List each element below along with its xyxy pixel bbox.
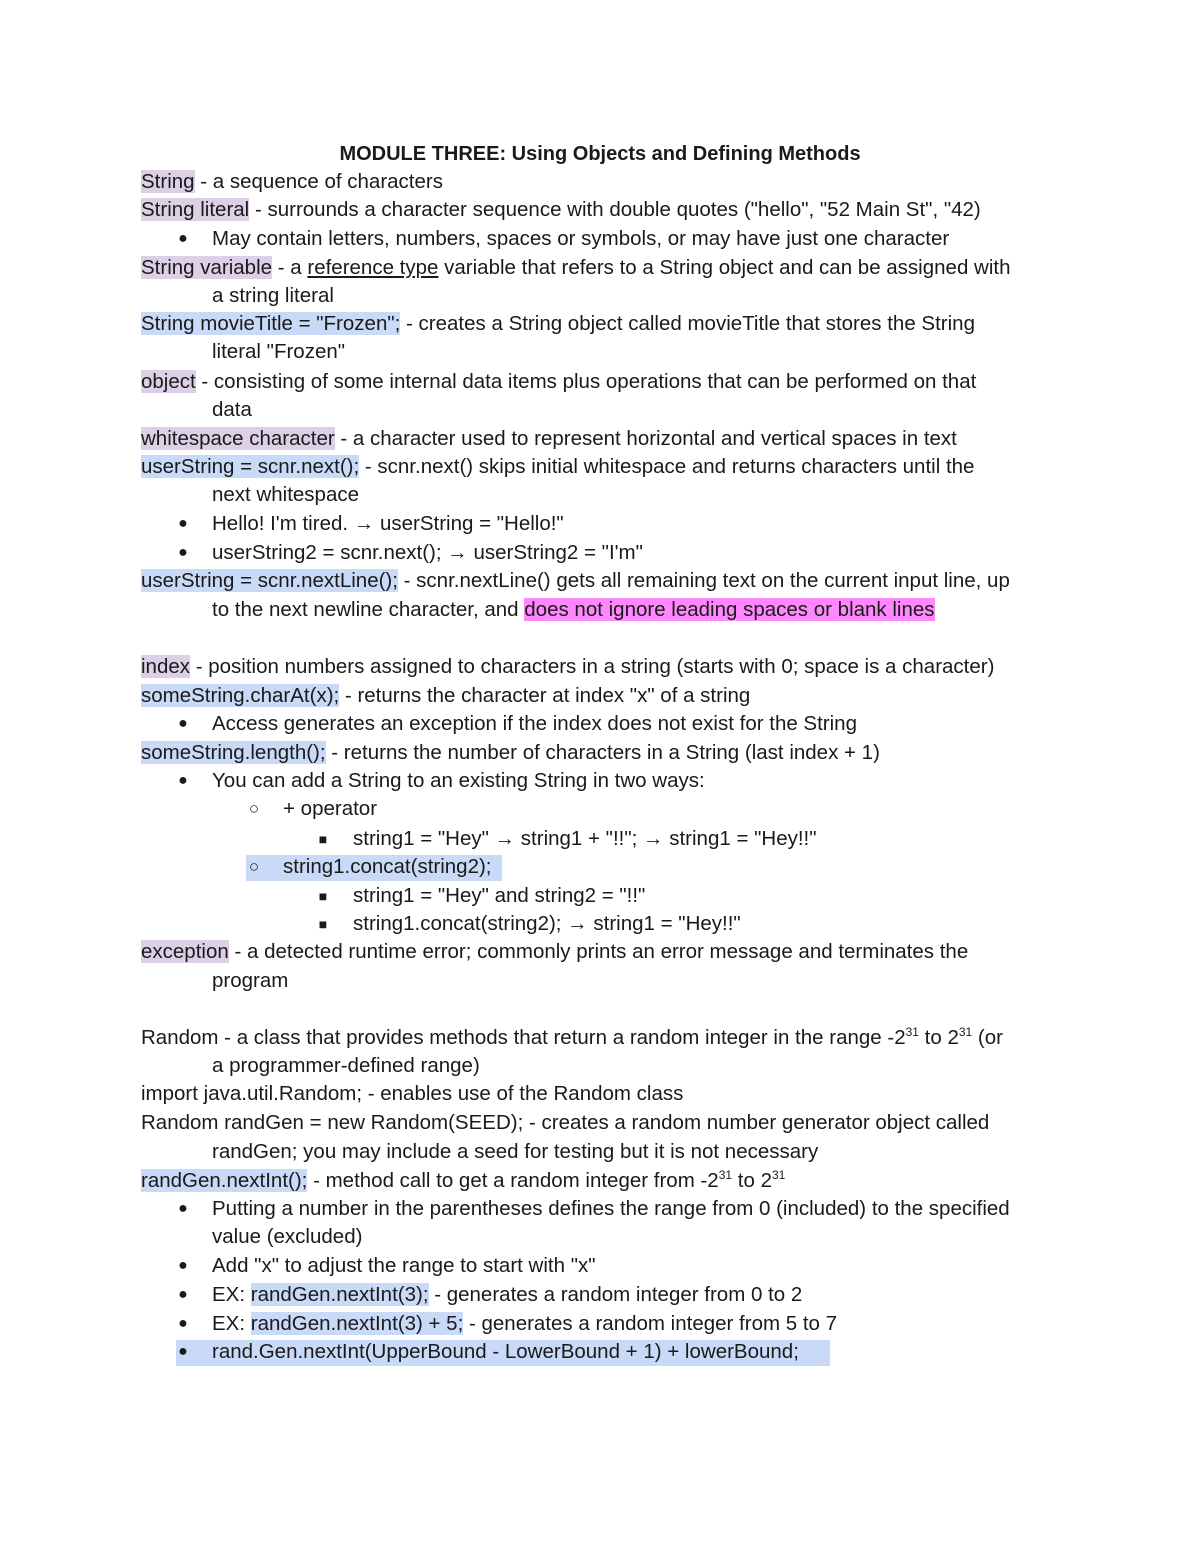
highlighted-note: does not ignore leading spaces or blank lines — [524, 598, 935, 621]
definition-charat — [141, 682, 750, 710]
code-term: userString = scnr.nextLine(); — [141, 569, 398, 592]
term: exception — [141, 940, 229, 963]
continuation-text — [212, 596, 935, 624]
square-bullet-icon: ■ — [318, 831, 328, 847]
bullet-text — [212, 1281, 802, 1309]
continuation-text: a string literal — [212, 284, 334, 307]
bullet-text: Access generates an exception if the index does not exist for the String — [212, 712, 857, 735]
code-term: someString.length(); — [141, 741, 326, 764]
continuation-text: next whitespace — [212, 483, 360, 506]
continuation-plain: to the next newline character, and — [212, 598, 525, 621]
code-term: someString.charAt(x); — [141, 684, 340, 707]
bullet-icon: ● — [178, 230, 188, 247]
code-term: userString = scnr.next(); — [141, 455, 360, 478]
definition-whitespace — [141, 425, 957, 453]
definition-string-literal — [141, 196, 981, 224]
bullet-icon: ● — [178, 544, 188, 561]
import-line: import java.util.Random; - enables use of the Random class — [141, 1082, 684, 1105]
term: whitespace character — [141, 427, 335, 450]
bullet-text: May contain letters, numbers, spaces or symbols, or may have just one character — [212, 227, 950, 250]
definition-text: - a — [272, 256, 308, 279]
exponent: 31 — [905, 1025, 919, 1040]
formula-text: rand.Gen.nextInt(UpperBound - LowerBound + 1) + lowerBound; — [212, 1340, 799, 1363]
definition-nextint — [141, 1167, 785, 1195]
bullet-text — [212, 1310, 837, 1338]
definition-text: - creates a String object called movieTitle that stores the String — [400, 312, 975, 335]
definition-text: (or — [972, 1026, 1003, 1049]
definition-string — [141, 168, 443, 196]
definition-text: to 2 — [732, 1169, 772, 1192]
definition-text: - surrounds a character sequence with double quotes ("hello", "52 Main St", "42) — [249, 198, 981, 221]
page-title: MODULE THREE: Using Objects and Defining Methods — [339, 143, 861, 165]
continuation-text: randGen; you may include a seed for testing but it is not necessary — [212, 1140, 819, 1163]
underlined-text: reference type — [307, 256, 439, 279]
code-term: randGen.nextInt(); — [141, 1169, 308, 1192]
square-bullet-icon: ■ — [318, 916, 328, 932]
term: index — [141, 655, 191, 678]
definition-object — [141, 368, 976, 396]
circle-bullet-icon: ○ — [248, 799, 260, 818]
definition-text: to 2 — [918, 1026, 959, 1049]
sub-bullet-code: string1.concat(string2); — [283, 855, 492, 878]
sub-bullet-text: + operator — [283, 797, 378, 820]
bullet-icon: ● — [178, 1343, 188, 1360]
code-term: randGen.nextInt(3) + 5; — [250, 1312, 464, 1335]
exponent: 31 — [718, 1168, 733, 1183]
code-term: String movieTitle = "Frozen"; — [141, 312, 401, 335]
definition-text: - consisting of some internal data items plus operations that can be performed on that — [195, 370, 977, 393]
example-label: EX: — [212, 1312, 251, 1335]
definition-index — [141, 653, 994, 681]
definition-text: - a sequence of characters — [194, 170, 443, 193]
randgen-line: Random randGen = new Random(SEED); - creates a random number generator object called — [141, 1111, 990, 1134]
example-label: EX: — [212, 1283, 251, 1306]
exponent: 31 — [958, 1025, 973, 1040]
bullet-icon: ● — [178, 772, 188, 789]
definition-text: - scnr.next() skips initial whitespace and returns characters until the — [359, 455, 975, 478]
definition-text: - scnr.nextLine() gets all remaining text on the current input line, up — [397, 569, 1010, 592]
definition-movie-title — [141, 310, 975, 338]
definition-scnr-next — [141, 453, 974, 481]
definition-text: - a character used to represent horizontal and vertical spaces in text — [334, 427, 957, 450]
bullet-text: userString2 = scnr.next(); → userString2 = "I'm" — [212, 541, 643, 564]
definition-text: variable that refers to a String object and can be assigned with — [438, 256, 1011, 279]
definition-text: - returns the character at index "x" of a string — [339, 684, 751, 707]
definition-length — [141, 739, 880, 767]
definition-text: Random - a class that provides methods that return a random integer in the range -2 — [141, 1026, 906, 1049]
term: String — [141, 170, 195, 193]
term: String variable — [141, 256, 273, 279]
definition-text: - method call to get a random integer from -2 — [307, 1169, 719, 1192]
term: String literal — [141, 198, 250, 221]
definition-random — [141, 1024, 1003, 1052]
bullet-text: Add "x" to adjust the range to start with "x" — [212, 1254, 596, 1277]
sub-sub-bullet-text: string1 = "Hey" → string1 + "!!"; → string1 = "Hey!!" — [353, 827, 817, 850]
definition-text: - position numbers assigned to characters in a string (starts with 0; space is a character) — [190, 655, 995, 678]
continuation-text: literal "Frozen" — [212, 340, 346, 363]
exponent: 31 — [771, 1168, 786, 1183]
bullet-text: You can add a String to an existing String in two ways: — [212, 769, 705, 792]
bullet-text: Hello! I'm tired. → userString = "Hello!" — [212, 512, 564, 535]
definition-exception — [141, 938, 968, 966]
continuation-text: program — [212, 969, 289, 992]
square-bullet-icon: ■ — [318, 888, 328, 904]
sub-sub-bullet-text: string1.concat(string2); → string1 = "Hey!!" — [353, 912, 741, 935]
bullet-icon: ● — [178, 515, 188, 532]
bullet-icon: ● — [178, 1315, 188, 1332]
bullet-icon: ● — [178, 1200, 188, 1217]
definition-text: - a detected runtime error; commonly prints an error message and terminates the — [228, 940, 969, 963]
definition-string-variable — [141, 254, 1011, 282]
bullet-icon: ● — [178, 1257, 188, 1274]
bullet-icon: ● — [178, 1286, 188, 1303]
example-text: - generates a random integer from 5 to 7 — [463, 1312, 838, 1335]
definition-scnr-nextline — [141, 567, 1010, 595]
continuation-text: value (excluded) — [212, 1225, 363, 1248]
continuation-text: a programmer-defined range) — [212, 1054, 480, 1077]
continuation-text: data — [212, 398, 252, 421]
bullet-icon: ● — [178, 715, 188, 732]
definition-text: - returns the number of characters in a String (last index + 1) — [325, 741, 880, 764]
sub-sub-bullet-text: string1 = "Hey" and string2 = "!!" — [353, 884, 646, 907]
circle-bullet-icon: ○ — [248, 857, 260, 876]
code-term: randGen.nextInt(3); — [250, 1283, 429, 1306]
term: object — [141, 370, 196, 393]
bullet-text: Putting a number in the parentheses defines the range from 0 (included) to the specified — [212, 1197, 1010, 1220]
example-text: - generates a random integer from 0 to 2 — [428, 1283, 803, 1306]
